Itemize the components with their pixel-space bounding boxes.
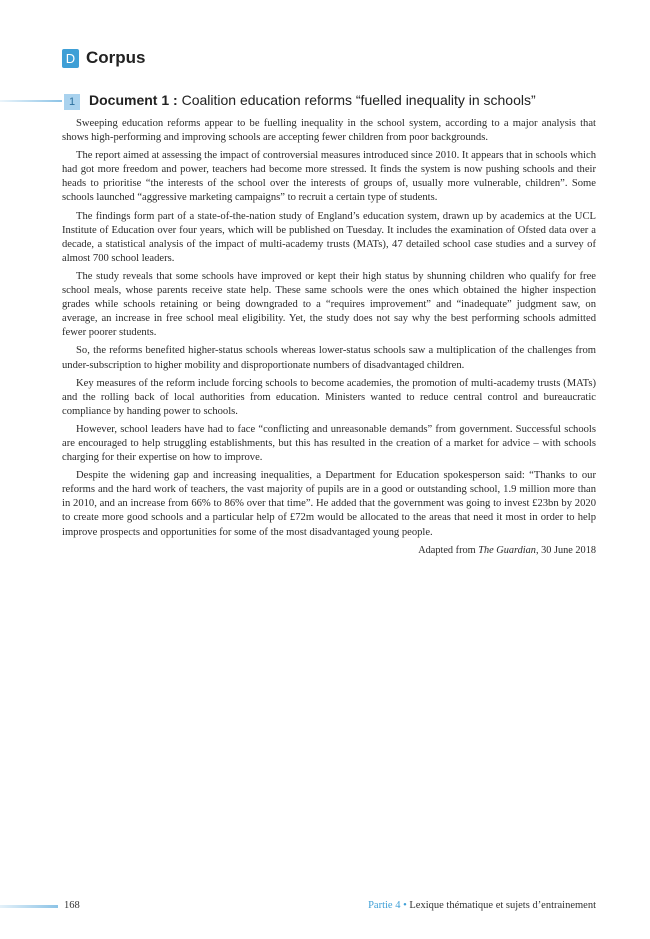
paragraph: However, school leaders have had to face “conflicting and unreasonable demands” from government. Successful schools are encouraged to help struggling establishments, but this has resulted in the creation of a market for advice – with schools charging for their expertise on how to improve. <box>62 423 596 464</box>
paragraph: The report aimed at assessing the impact of controversial measures introduced since 2010. It appears that in schools which had got more freedom and power, teachers had become more stressed. It finds the system is now pushing schools and their heads to prioritise “the interests of the school over the interests of groups of, usually more vulnerable, children”. Some schools launched “aggressive marketing campaigns” to recruit a certain type of students. <box>62 150 596 204</box>
running-footer <box>368 900 596 911</box>
page-number: 168 <box>64 900 80 911</box>
document-rule <box>0 100 62 102</box>
source-date: , 30 June 2018 <box>535 544 596 556</box>
document-label: Document 1 : <box>89 92 178 108</box>
source-publication: The Guardian <box>478 544 536 556</box>
document-title <box>89 92 536 108</box>
source-citation <box>62 544 596 558</box>
paragraph: The findings form part of a state-of-the-nation study of England’s education system, drawn up by academics at the UCL Institute of Education over four years, which will be published on Tuesday. It includes the examination of Ofsted data over a decade, a statistical analysis of the impact of multi-academy trusts (MATs), 47 detailed school case studies and a survey of almost 700 school leaders. <box>62 210 596 264</box>
paragraph: Sweeping education reforms appear to be fuelling inequality in the school system, according to a major analysis that shows high-performing and improving schools are accepting fewer children from poor backgrounds. <box>62 118 596 144</box>
article-body <box>62 117 596 558</box>
source-prefix: Adapted from <box>418 544 479 556</box>
section-header <box>62 48 146 68</box>
paragraph: Despite the widening gap and increasing inequalities, a Department for Education spokesperson said: “Thanks to our reforms and the hard work of teachers, the vast majority of pupils are in a good or outstanding school, 1.9 million more than in 2010, and an increase from 66% to 86% over that time”. He added that the government was going to invest £23bn by 2020 to create more good schools and a particular help of £72m would be allocated to the areas that need it most in order to help improve prospects and opportunities for some of the most disadvantaged young people. <box>62 470 596 538</box>
document-headline: Coalition education reforms “fuelled inequality in schools” <box>181 92 536 108</box>
section-title: Corpus <box>86 48 146 67</box>
paragraph: The study reveals that some schools have improved or kept their high status by shunning children who qualify for free school meals, whose parents receive state help. These same schools were the ones which obtained the higher inspection grades while schools retaining or being downgraded to a “requires improvement” and “inadequate” judgment saw, on average, an increase in free school meal eligibility. Yet, the study does not say why the best performing schools admitted fewer poorer students. <box>62 270 596 339</box>
paragraph: Key measures of the reform include forcing schools to become academies, the promotion of multi-academy trusts (MATs) and the rolling back of local authorities from education. Ministers wanted to reduce central control and bureaucratic compliance by handing power to schools. <box>62 377 596 417</box>
document-number-badge: 1 <box>64 94 80 110</box>
footer-separator: • <box>403 900 407 911</box>
paragraph: So, the reforms benefited higher-status schools whereas lower-status schools saw a multiplication of the challenges from under-subscription to higher mobility and disproportionate numbers of disadvantaged children. <box>62 345 596 371</box>
footer-rule <box>0 905 58 908</box>
section-letter-badge: D <box>62 49 79 68</box>
footer-part: Partie 4 <box>368 900 401 911</box>
footer-title: Lexique thématique et sujets d’entrainement <box>409 900 596 911</box>
